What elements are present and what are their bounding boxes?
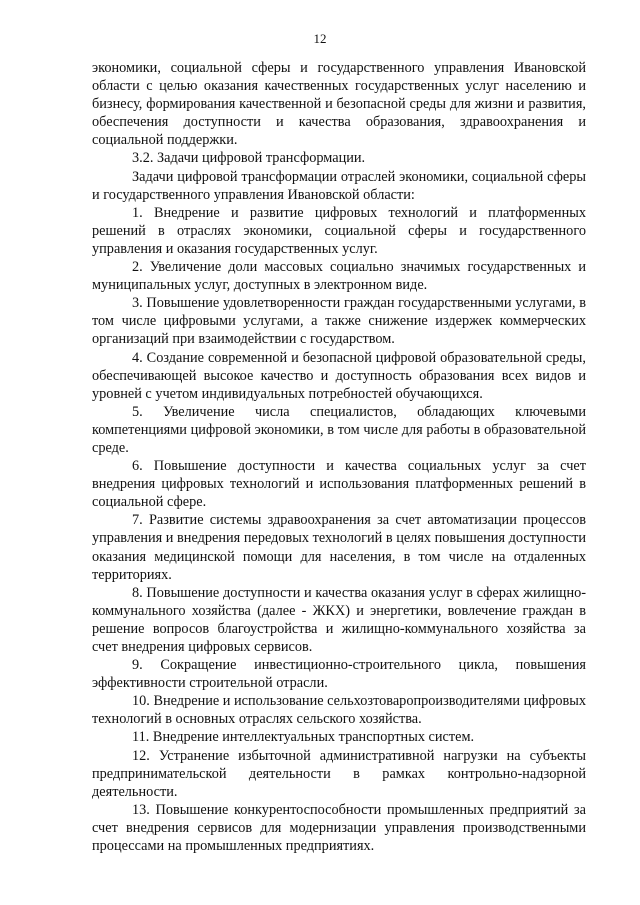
paragraph-tasks-intro: Задачи цифровой трансформации отраслей экономики, социальной сферы и государственного управления Ивановской области: bbox=[92, 168, 586, 203]
task-item-11: 11. Внедрение интеллектуальных транспортных систем. bbox=[132, 729, 475, 746]
task-item-7: 7. Развитие системы здравоохранения за счет автоматизации процессов управления и внедрения передовых технологий в целях повышения доступности оказания медицинской помощи для населения, в том числе на отдаленных территориях. bbox=[92, 512, 586, 583]
document-body bbox=[92, 59, 586, 855]
task-item-4: 4. Создание современной и безопасной цифровой образовательной среды, обеспечивающей высокое качество и доступность образования всех видов и уровней с учетом индивидуальных потребностей обучающихся. bbox=[92, 349, 586, 402]
task-item-9: 9. Сокращение инвестиционно-строительного цикла, повышения эффективности строительной отрасли. bbox=[92, 657, 586, 692]
section-heading-3-2: 3.2. Задачи цифровой трансформации. bbox=[132, 150, 366, 167]
task-item-8: 8. Повышение доступности и качества оказания услуг в сферах жилищно-коммунального хозяйства (далее - ЖКХ) и энергетики, вовлечение граждан в решение вопросов благоустройства и жилищно-коммунального хозяйства за счет внедрения цифровых сервисов. bbox=[92, 584, 586, 655]
task-item-6: 6. Повышение доступности и качества социальных услуг за счет внедрения цифровых технологий и использования платформенных решений в социальной сфере. bbox=[92, 458, 586, 511]
task-item-3: 3. Повышение удовлетворенности граждан государственными услугами, в том числе цифровыми услугами, а также снижение издержек коммерческих организаций при взаимодействии с государством. bbox=[92, 295, 586, 348]
task-item-13: 13. Повышение конкурентоспособности промышленных предприятий за счет внедрения сервисов для модернизации управления производственными процессами на промышленных предприятиях. bbox=[92, 801, 586, 855]
paragraph-intro-continuation: экономики, социальной сферы и государственного управления Ивановской области с целью оказания качественных государственных услуг населению и бизнесу, формирования качественной и безопасной среды для жизни и развития, обеспечения доступности и качества образования, здравоохранения и социальной поддержки. bbox=[92, 60, 586, 149]
task-item-1: 1. Внедрение и развитие цифровых технологий и платформенных решений в отраслях экономики, социальной сферы и государственного управления и оказания государственных услуг. bbox=[92, 204, 586, 257]
task-item-12: 12. Устранение избыточной административной нагрузки на субъекты предпринимательской деятельности в рамках контрольно-надзорной деятельности. bbox=[92, 747, 586, 800]
task-item-10: 10. Внедрение и использование сельхозтоваропроизводителями цифровых технологий в основных отраслях сельского хозяйства. bbox=[92, 693, 586, 728]
task-item-5: 5. Увеличение числа специалистов, обладающих ключевыми компетенциями цифровой экономики, в том числе для работы в образовательной среде. bbox=[92, 403, 586, 456]
task-item-2: 2. Увеличение доли массовых социально значимых государственных и муниципальных услуг, доступных в электронном виде. bbox=[92, 259, 586, 294]
page-number: 12 bbox=[313, 31, 327, 46]
